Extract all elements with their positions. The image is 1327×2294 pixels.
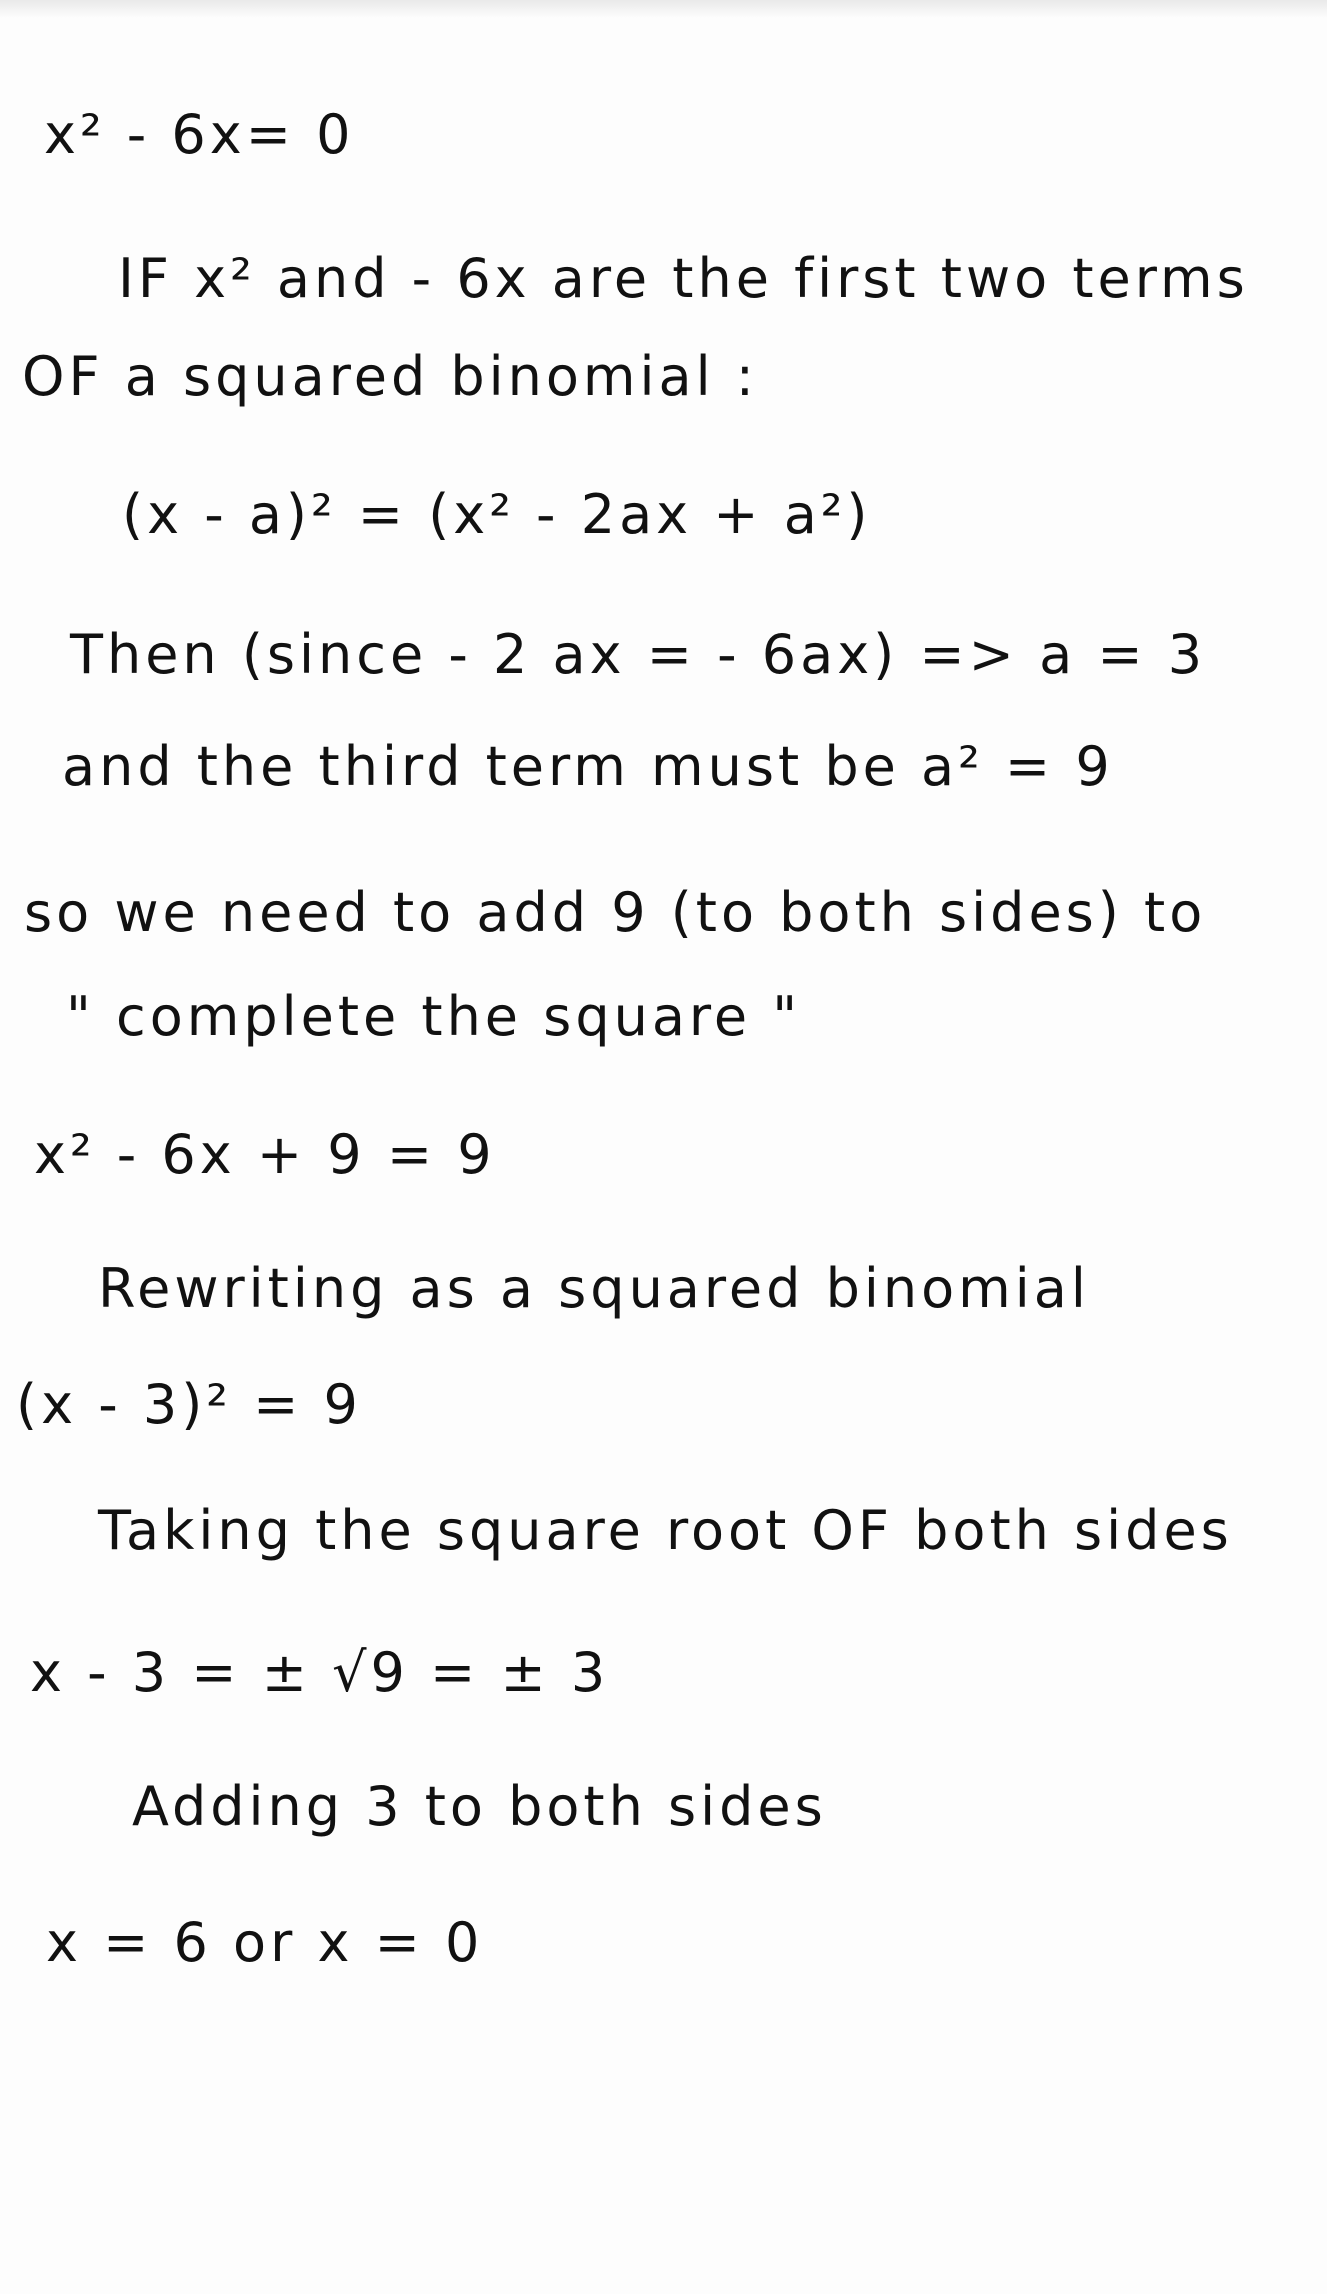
text-line-adding-three: Adding 3 to both sides (132, 1775, 827, 1838)
text-line-then-since: Then (since - 2 ax = - 6ax) => a = 3 (70, 623, 1207, 686)
text-line-square-root: Taking the square root OF both sides (98, 1499, 1233, 1562)
text-line-third-term: and the third term must be a² = 9 (62, 735, 1114, 798)
text-line-if-terms: IF x² and - 6x are the first two terms (118, 247, 1249, 310)
equation-solutions: x = 6 or x = 0 (46, 1911, 484, 1974)
paper-top-edge (0, 0, 1327, 18)
text-line-complete-square: " complete the square " (66, 985, 802, 1048)
equation-square-root: x - 3 = ± √9 = ± 3 (30, 1641, 610, 1704)
equation-add-nine: x² - 6x + 9 = 9 (34, 1123, 496, 1186)
equation-squared-binomial: (x - 3)² = 9 (16, 1373, 362, 1436)
equation-binomial-expansion: (x - a)² = (x² - 2ax + a²) (122, 483, 872, 546)
text-line-rewriting: Rewriting as a squared binomial (98, 1257, 1090, 1320)
text-line-add-nine: so we need to add 9 (to both sides) to (24, 881, 1207, 944)
equation-original: x² - 6x= 0 (44, 103, 355, 166)
text-line-squared-binomial: OF a squared binomial : (22, 345, 758, 408)
